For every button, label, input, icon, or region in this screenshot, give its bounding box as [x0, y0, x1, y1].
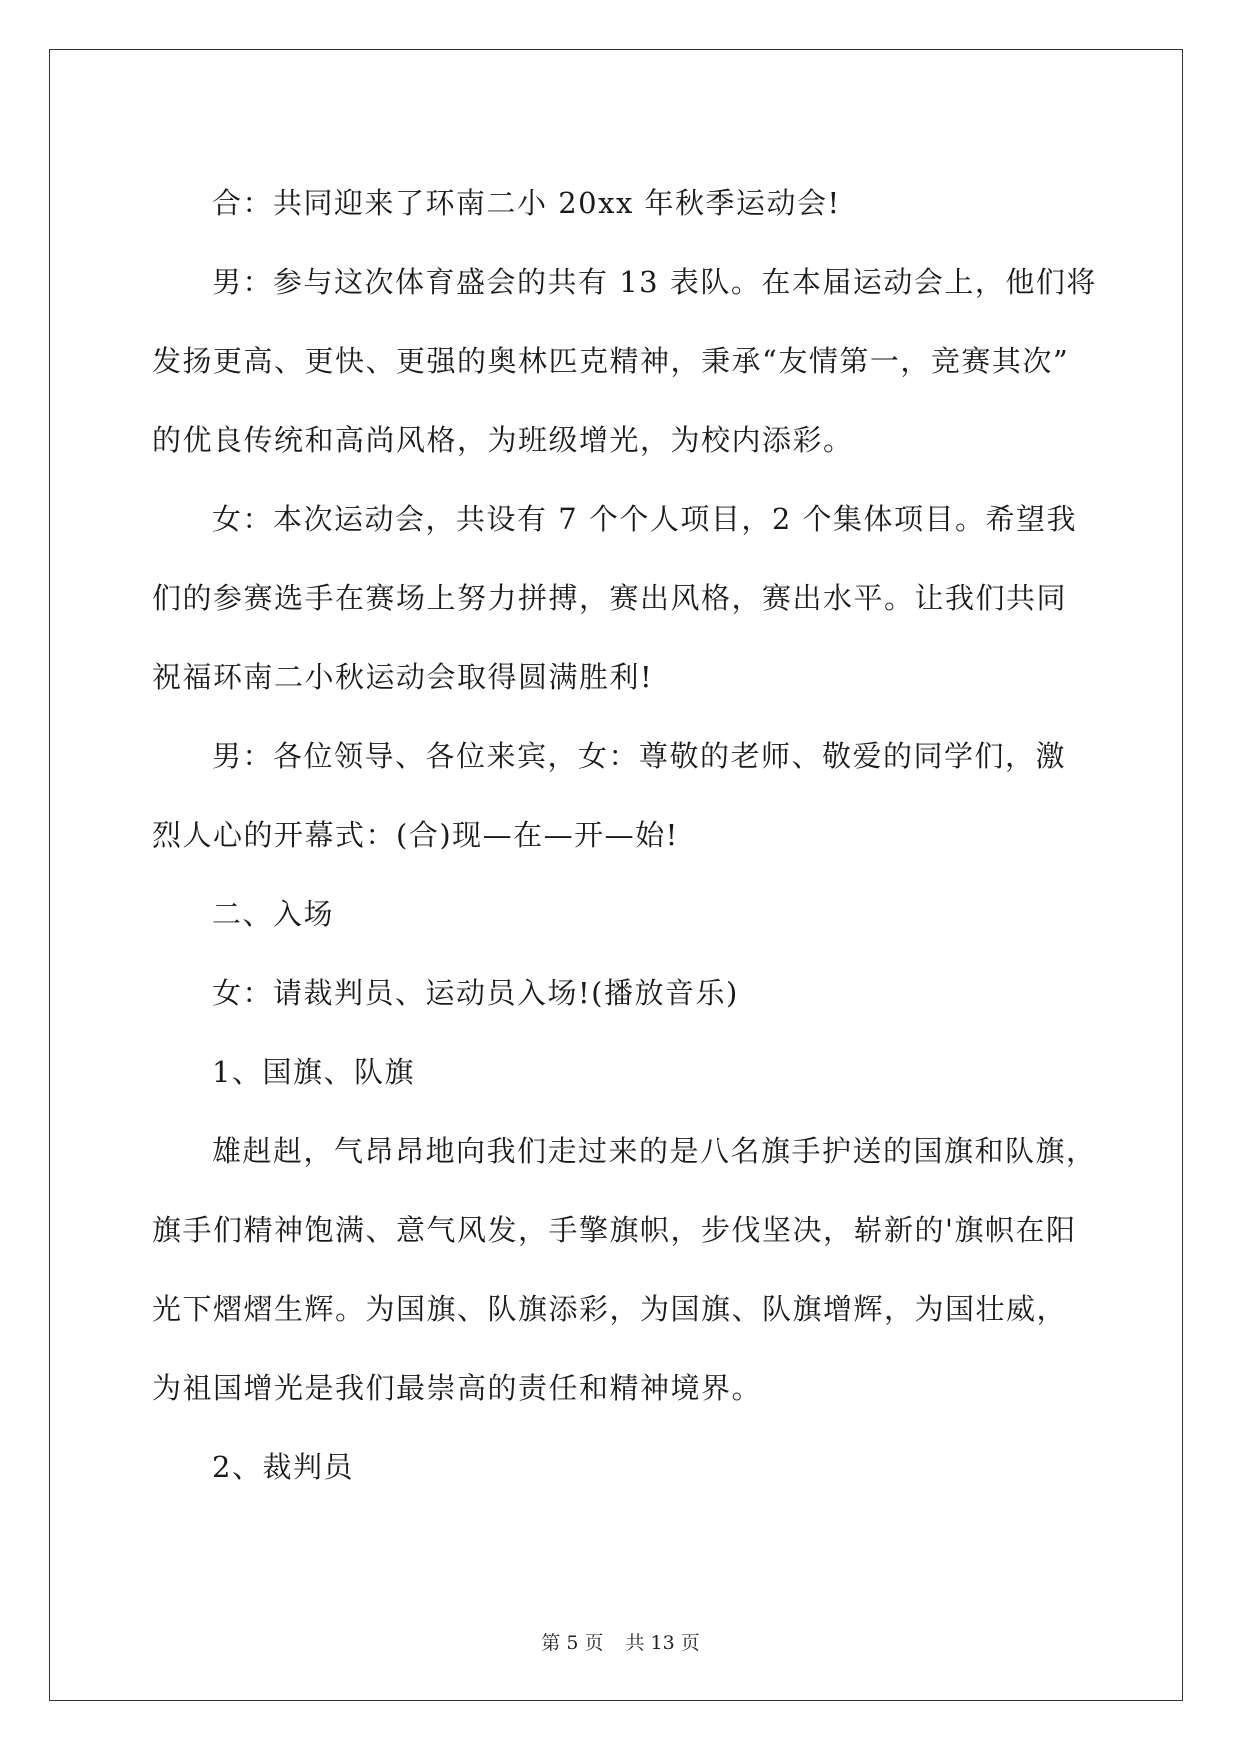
text-line: 为祖国增光是我们最崇高的责任和精神境界。 — [152, 1371, 763, 1405]
page-footer — [0, 1628, 1241, 1655]
subsection-heading: 1、国旗、队旗 — [212, 1055, 415, 1089]
text-line: 女：本次运动会，共设有 7 个个人项目，2 个集体项目。希望我 — [212, 502, 1078, 536]
text-line: 发扬更高、更快、更强的奥林匹克精神，秉承“友情第一，竞赛其次” — [152, 344, 1070, 378]
text-line: 的优良传统和高尚风格，为班级增光，为校内添彩。 — [152, 423, 854, 457]
text-line: 光下熠熠生辉。为国旗、队旗添彩，为国旗、队旗增辉，为国壮威， — [152, 1292, 1068, 1326]
text-line: 男：参与这次体育盛会的共有 13 表队。在本届运动会上，他们将 — [212, 265, 1097, 299]
page-number: 第 5 页 — [541, 1632, 604, 1654]
text-line: 合：共同迎来了环南二小 20xx 年秋季运动会! — [212, 186, 841, 220]
text-line: 们的参赛选手在赛场上努力拼搏，赛出风格，赛出水平。让我们共同 — [152, 581, 1068, 615]
section-heading: 二、入场 — [212, 897, 335, 931]
text-line: 烈人心的开幕式：(合)现—在—开—始! — [152, 818, 679, 852]
text-line: 祝福环南二小秋运动会取得圆满胜利! — [152, 660, 654, 694]
text-line: 旗手们精神饱满、意气风发，手擎旗帜，步伐坚决，崭新的'旗帜在阳 — [152, 1213, 1077, 1247]
document-body — [152, 164, 1097, 1507]
page-total: 共 13 页 — [625, 1632, 700, 1654]
text-line: 雄赳赳，气昂昂地向我们走过来的是八名旗手护送的国旗和队旗， — [212, 1134, 1097, 1168]
text-line: 女：请裁判员、运动员入场!(播放音乐) — [212, 976, 739, 1010]
subsection-heading: 2、裁判员 — [212, 1450, 354, 1484]
text-line: 男：各位领导、各位来宾，女：尊敬的老师、敬爱的同学们，激 — [212, 739, 1067, 773]
